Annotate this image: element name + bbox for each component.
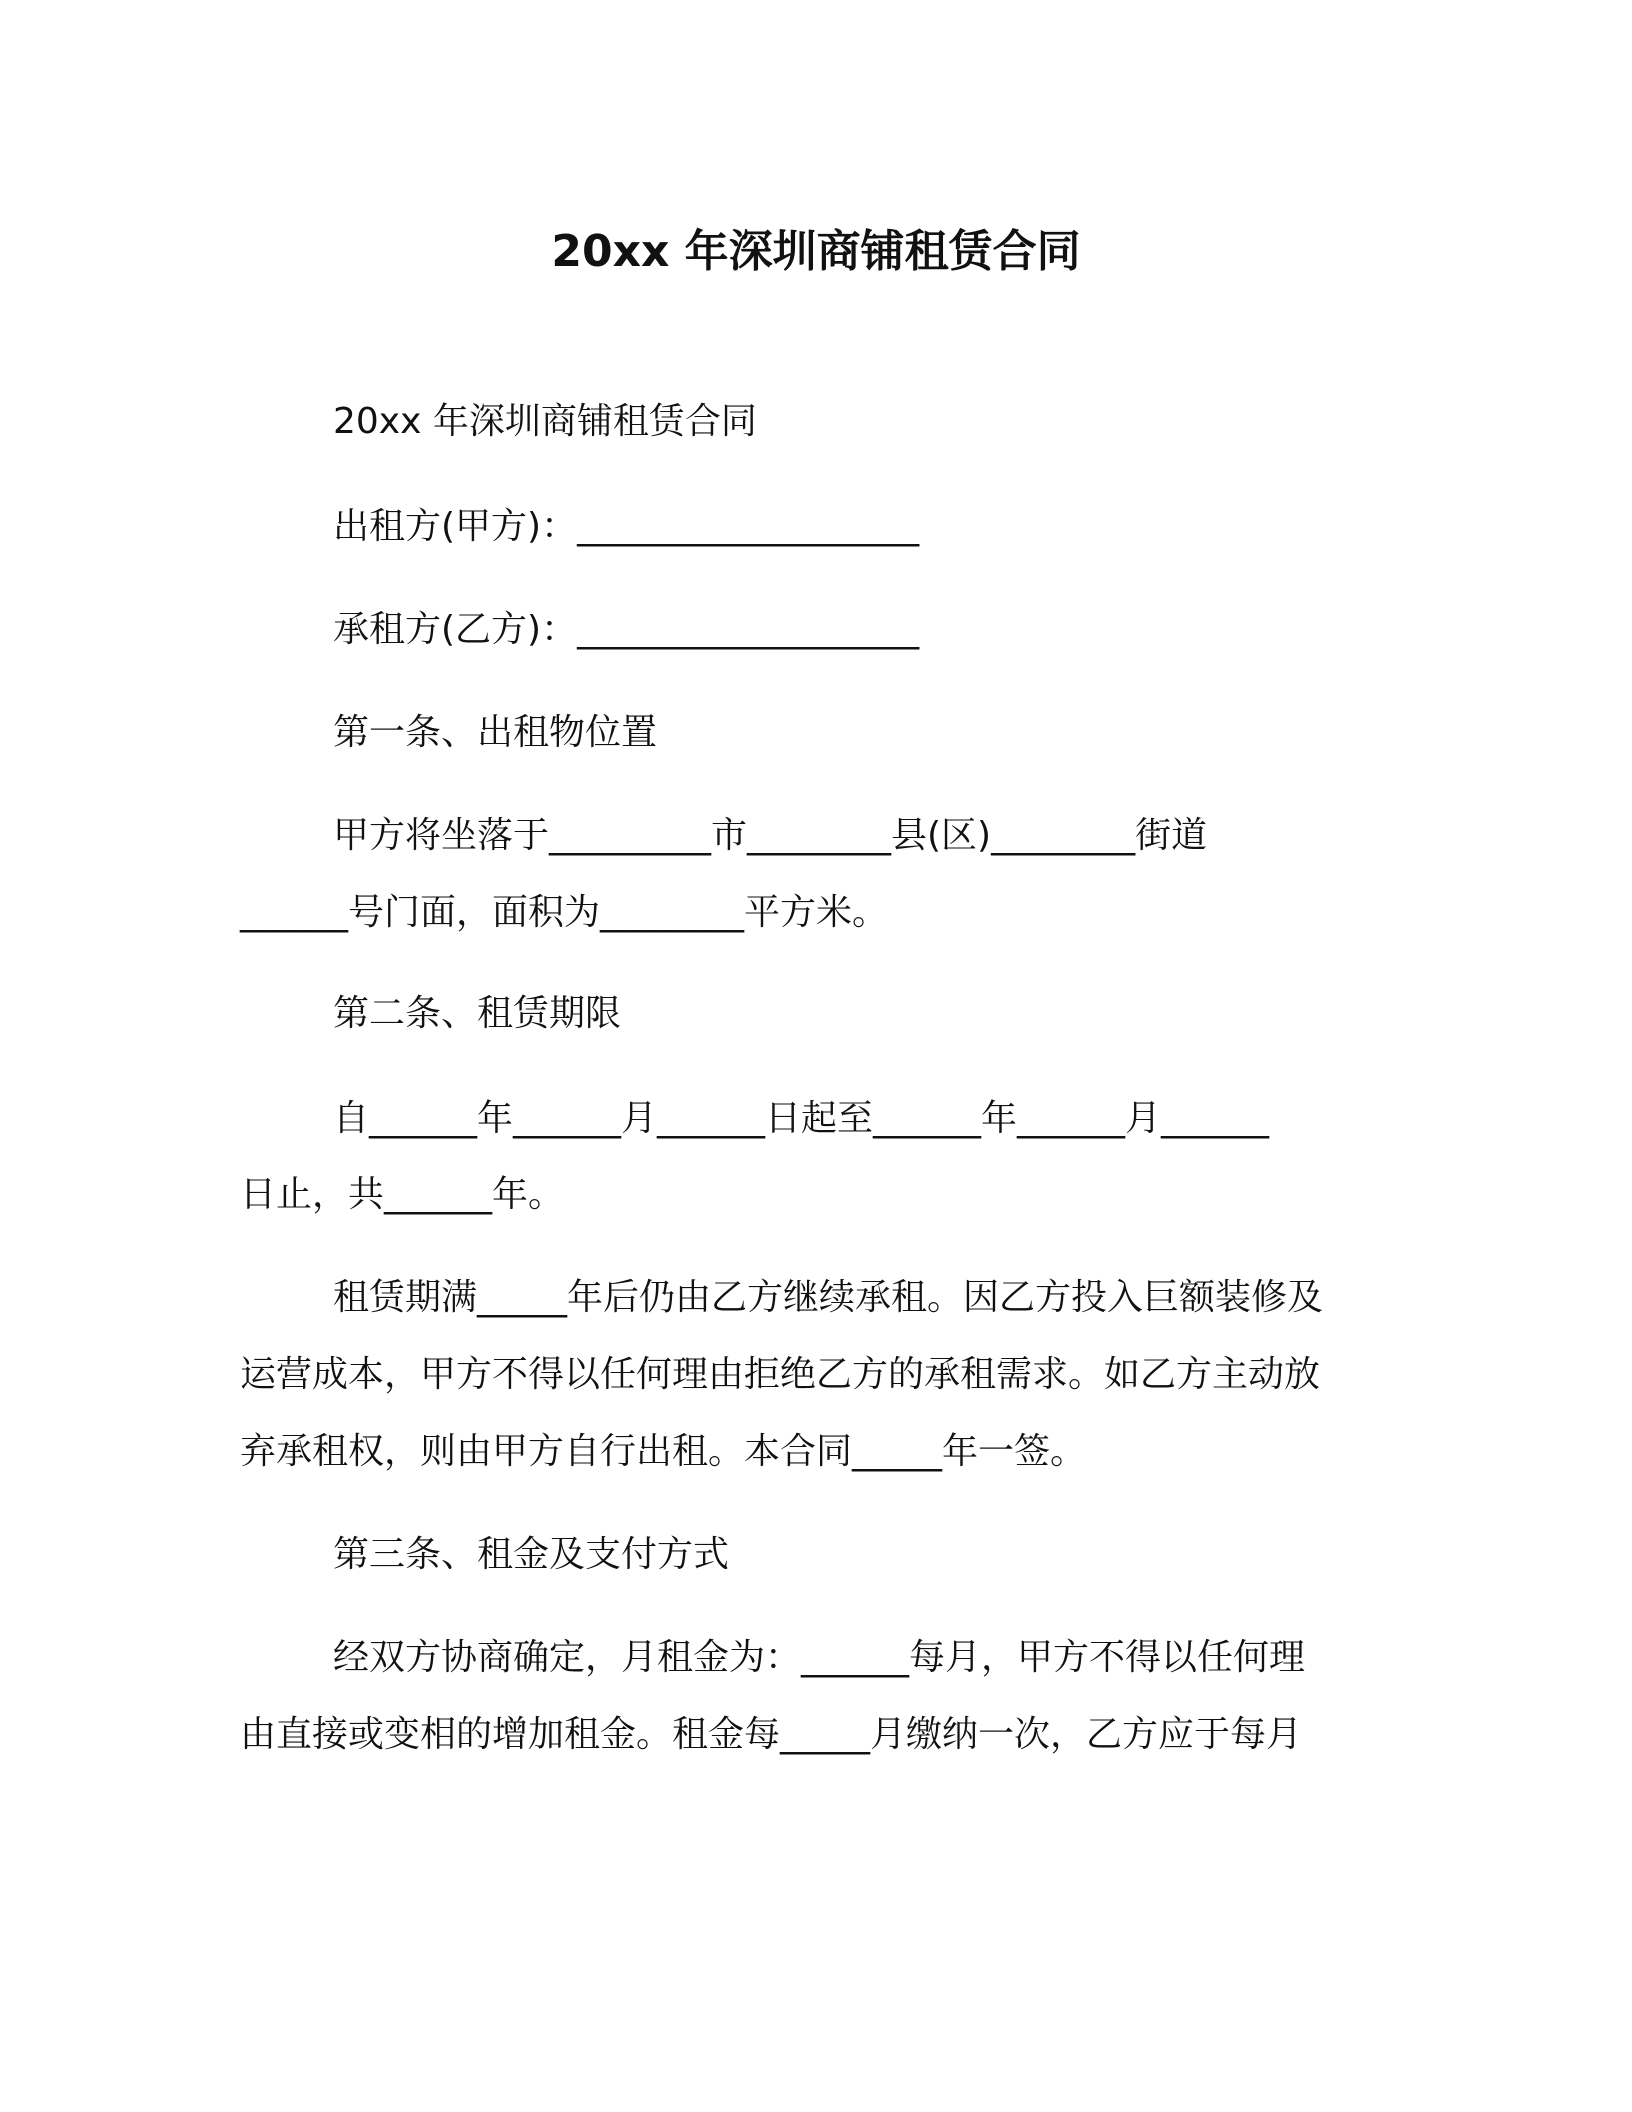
- article-1-text-line-1: 甲方将坐落于_________市________县(区)________街道: [333, 815, 1208, 856]
- article-2-heading: 第二条、租赁期限: [333, 993, 622, 1034]
- article-3-text-line-1: 经双方协商确定，月租金为：______每月，甲方不得以任何理: [333, 1637, 1306, 1678]
- renewal-text-line-1: 租赁期满_____年后仍由乙方继续承租。因乙方投入巨额装修及: [333, 1277, 1324, 1318]
- article-3-heading: 第三条、租金及支付方式: [333, 1534, 730, 1575]
- article-1-heading: 第一条、出租物位置: [333, 712, 658, 753]
- renewal-text-line-2: 运营成本，甲方不得以任何理由拒绝乙方的承租需求。如乙方主动放: [240, 1354, 1321, 1395]
- renewal-text-line-3: 弃承租权，则由甲方自行出租。本合同_____年一签。: [240, 1431, 1087, 1472]
- article-2-text-line-1: 自______年______月______日起至______年______月______: [333, 1098, 1270, 1139]
- lessor-line: 出租方(甲方)：___________________: [333, 506, 920, 547]
- document-title: 20xx 年深圳商铺租赁合同: [551, 226, 1081, 277]
- lessee-line: 承租方(乙方)：___________________: [333, 609, 920, 650]
- article-2-text-line-2: 日止，共______年。: [240, 1174, 565, 1215]
- contract-heading: 20xx 年深圳商铺租赁合同: [333, 401, 757, 442]
- article-1-text-line-2: ______号门面，面积为________平方米。: [240, 892, 889, 933]
- article-3-text-line-2: 由直接或变相的增加租金。租金每_____月缴纳一次，乙方应于每月: [240, 1714, 1303, 1755]
